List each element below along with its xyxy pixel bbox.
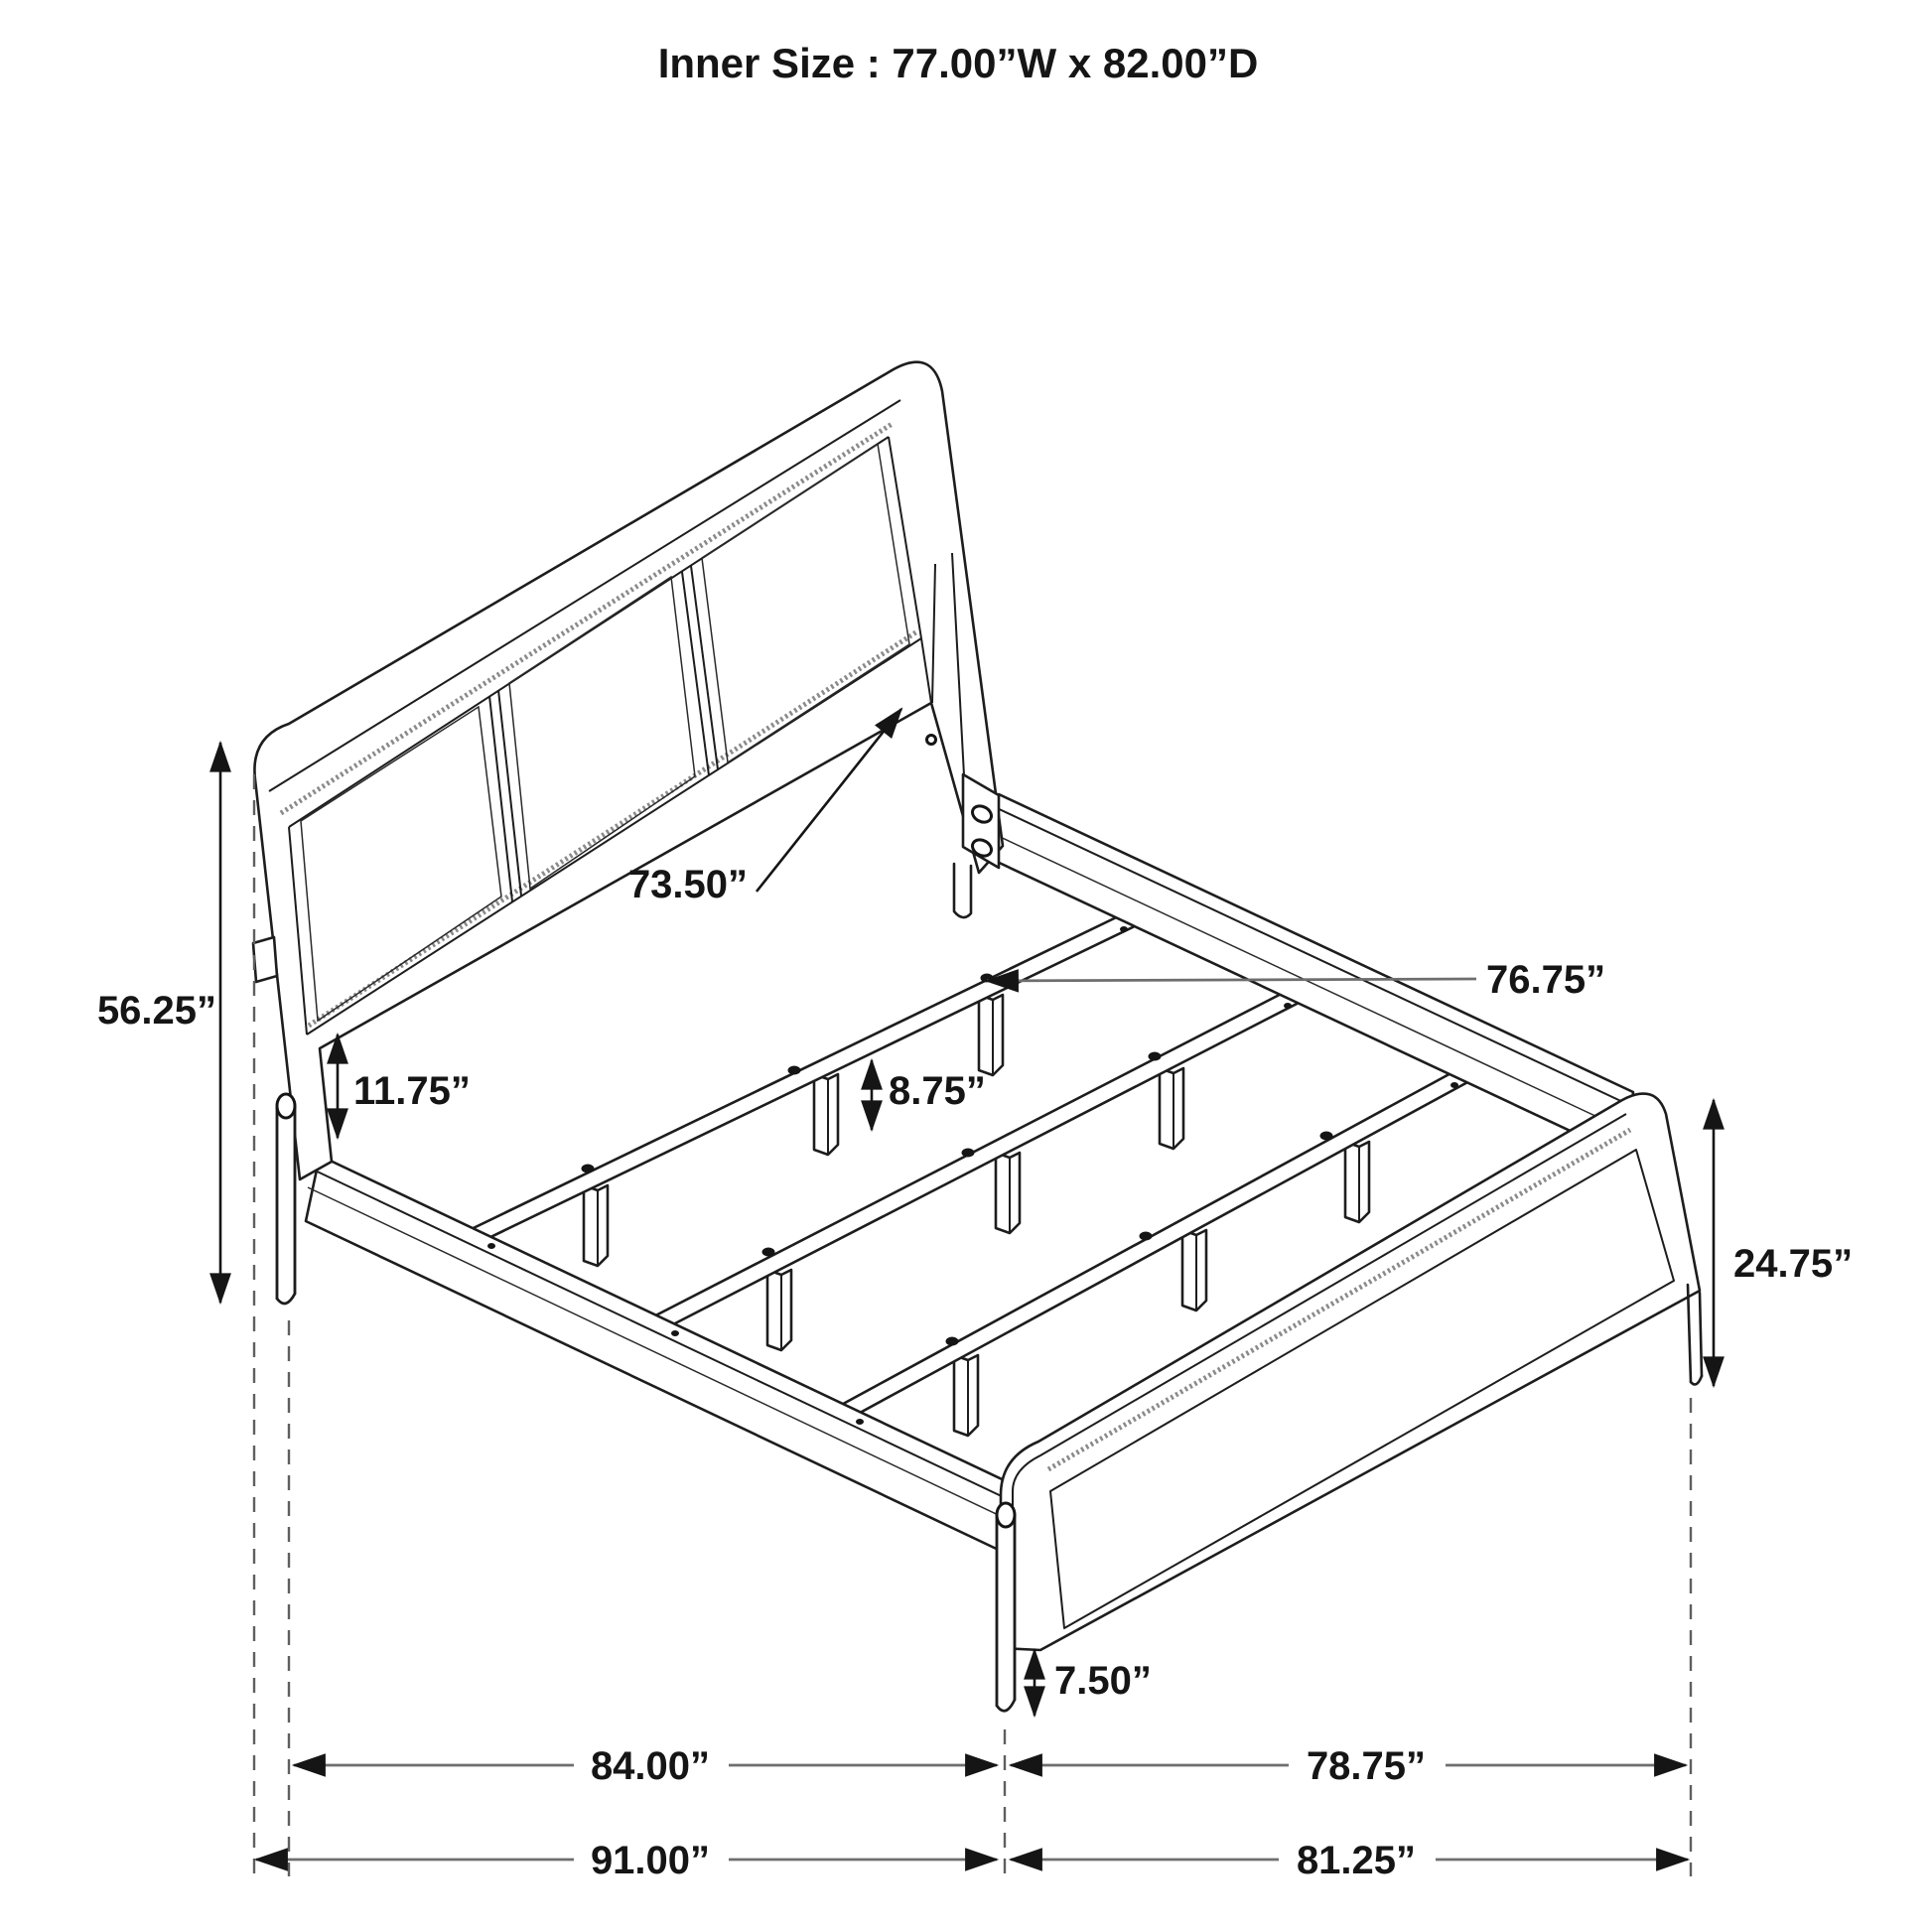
dim-label-frame-length: 84.00” (590, 1744, 711, 1788)
support-leg (979, 995, 1003, 1075)
slat-1 (453, 908, 1139, 1254)
diagram-title: Inner Size : 77.00”W x 82.00”D (657, 40, 1259, 86)
dim-leader-slat-length (987, 979, 1476, 981)
support-leg (954, 1355, 978, 1436)
dim-label-slat-length: 76.75” (1486, 958, 1606, 1002)
support-leg (814, 1074, 838, 1155)
dim-label-headboard-width: 73.50” (627, 863, 749, 906)
dim-label-overall-width: 81.25” (1296, 1839, 1417, 1882)
headboard-right-leg (954, 864, 971, 917)
support-leg (1182, 1230, 1206, 1311)
dim-label-rail-gap: 11.75” (353, 1069, 471, 1113)
dim-label-footboard-height: 24.75” (1733, 1242, 1854, 1286)
support-leg (996, 1153, 1020, 1233)
footboard-left-leg (997, 1503, 1015, 1711)
dim-label-overall-length: 91.00” (590, 1839, 711, 1882)
headboard-left-leg (277, 1094, 295, 1304)
side-rail-front (306, 1156, 1019, 1553)
headboard-outline (254, 362, 1003, 1179)
dim-label-support-leg: 8.75” (889, 1069, 986, 1113)
support-leg (1345, 1142, 1369, 1222)
dim-label-frame-width: 78.75” (1306, 1744, 1427, 1788)
support-leg (1160, 1068, 1183, 1149)
footboard-right-leg (1688, 1285, 1702, 1384)
support-leg (584, 1185, 608, 1266)
headboard-side-bracket (253, 937, 277, 982)
support-leg (767, 1270, 791, 1350)
dim-label-footboard-clearance: 7.50” (1054, 1659, 1152, 1703)
dim-label-headboard-height: 56.25” (96, 989, 217, 1033)
